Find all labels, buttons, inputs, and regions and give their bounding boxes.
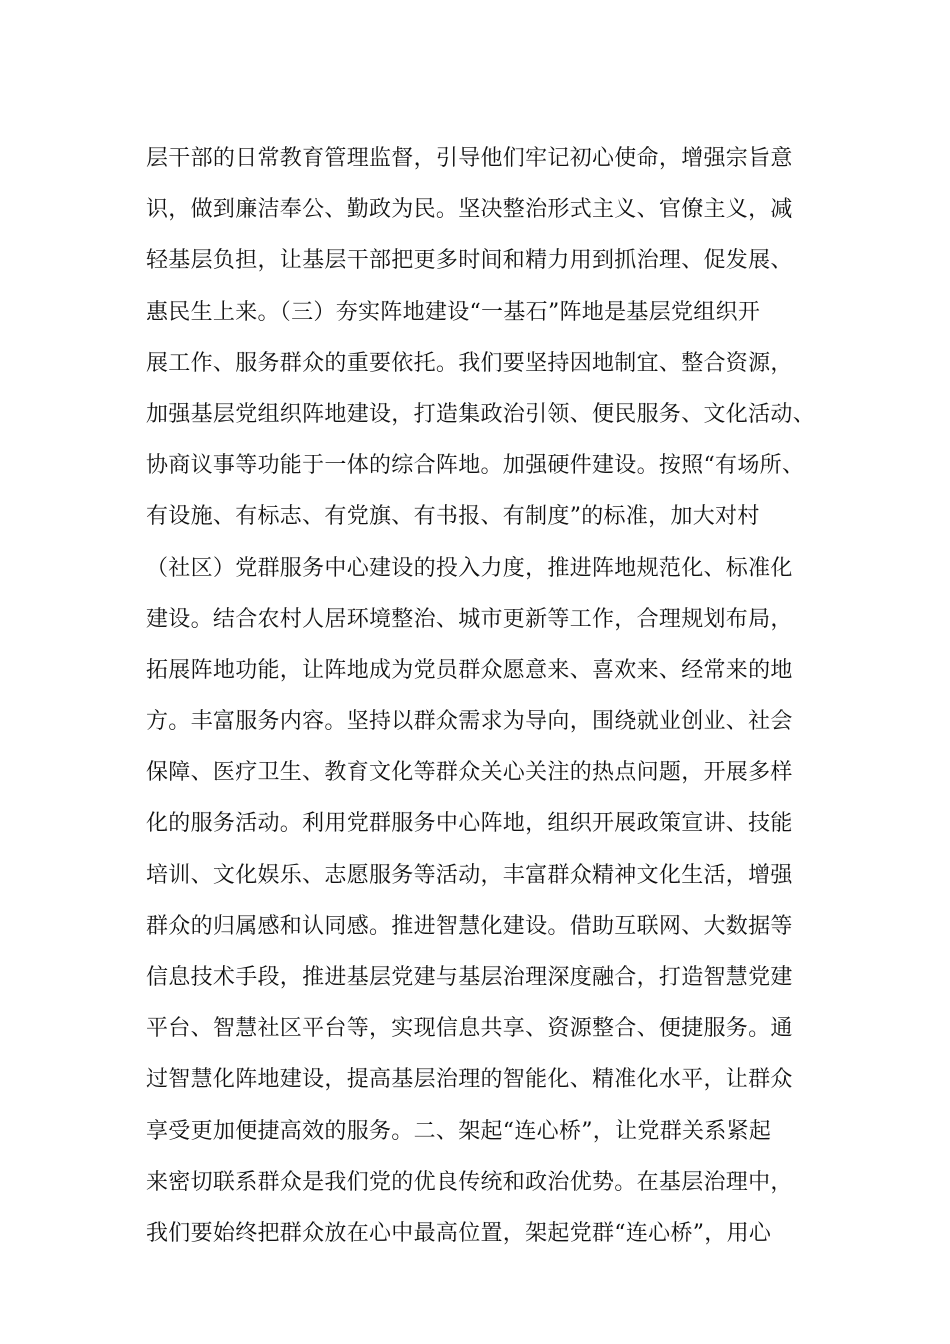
text-line: 方。丰富服务内容。坚持以群众需求为导向，围绕就业创业、社会: [146, 709, 793, 735]
text-line: 保障、医疗卫生、教育文化等群众关心关注的热点问题，开展多样: [146, 760, 793, 786]
text-line: 展工作、服务群众的重要依托。我们要坚持因地制宜、整合资源，: [146, 350, 793, 376]
body-text: [146, 133, 826, 1259]
text-line: 平台、智慧社区平台等，实现信息共享、资源整合、便捷服务。通: [146, 1016, 793, 1042]
text-line: 过智慧化阵地建设，提高基层治理的智能化、精准化水平，让群众: [146, 1067, 793, 1093]
text-line: 协商议事等功能于一体的综合阵地。加强硬件建设。按照“有场所、: [146, 453, 805, 479]
text-line: 我们要始终把群众放在心中最高位置，架起党群“连心桥”，用心: [146, 1220, 772, 1246]
text-line: 建设。结合农村人居环境整治、城市更新等工作，合理规划布局，: [146, 606, 793, 632]
text-line: 培训、文化娱乐、志愿服务等活动，丰富群众精神文化生活，增强: [146, 862, 793, 888]
text-line: 信息技术手段，推进基层党建与基层治理深度融合，打造智慧党建: [146, 965, 793, 990]
text-line: 化的服务活动。利用党群服务中心阵地，组织开展政策宣讲、技能: [146, 811, 793, 837]
text-line: 有设施、有标志、有党旗、有书报、有制度”的标准，加大对村: [146, 504, 760, 530]
text-line: 轻基层负担，让基层干部把更多时间和精力用到抓治理、促发展、: [146, 248, 793, 274]
text-line: 加强基层党组织阵地建设，打造集政治引领、便民服务、文化活动、: [146, 401, 816, 427]
text-line: 享受更加便捷高效的服务。二、架起“连心桥”，让党群关系紧起: [146, 1118, 772, 1144]
text-line: 识，做到廉洁奉公、勤政为民。坚决整治形式主义、官僚主义，减: [146, 197, 793, 223]
text-line: 惠民生上来。（三）夯实阵地建设“一基石”阵地是基层党组织开: [146, 299, 761, 325]
text-line: 群众的归属感和认同感。推进智慧化建设。借助互联网、大数据等: [146, 913, 793, 939]
text-line: 拓展阵地功能，让阵地成为党员群众愿意来、喜欢来、经常来的地: [146, 657, 793, 683]
text-line: 来密切联系群众是我们党的优良传统和政治优势。在基层治理中，: [146, 1169, 793, 1195]
text-line: 层干部的日常教育管理监督，引导他们牢记初心使命，增强宗旨意: [146, 146, 793, 171]
text-line: （社区）党群服务中心建设的投入力度，推进阵地规范化、标准化: [146, 555, 793, 581]
